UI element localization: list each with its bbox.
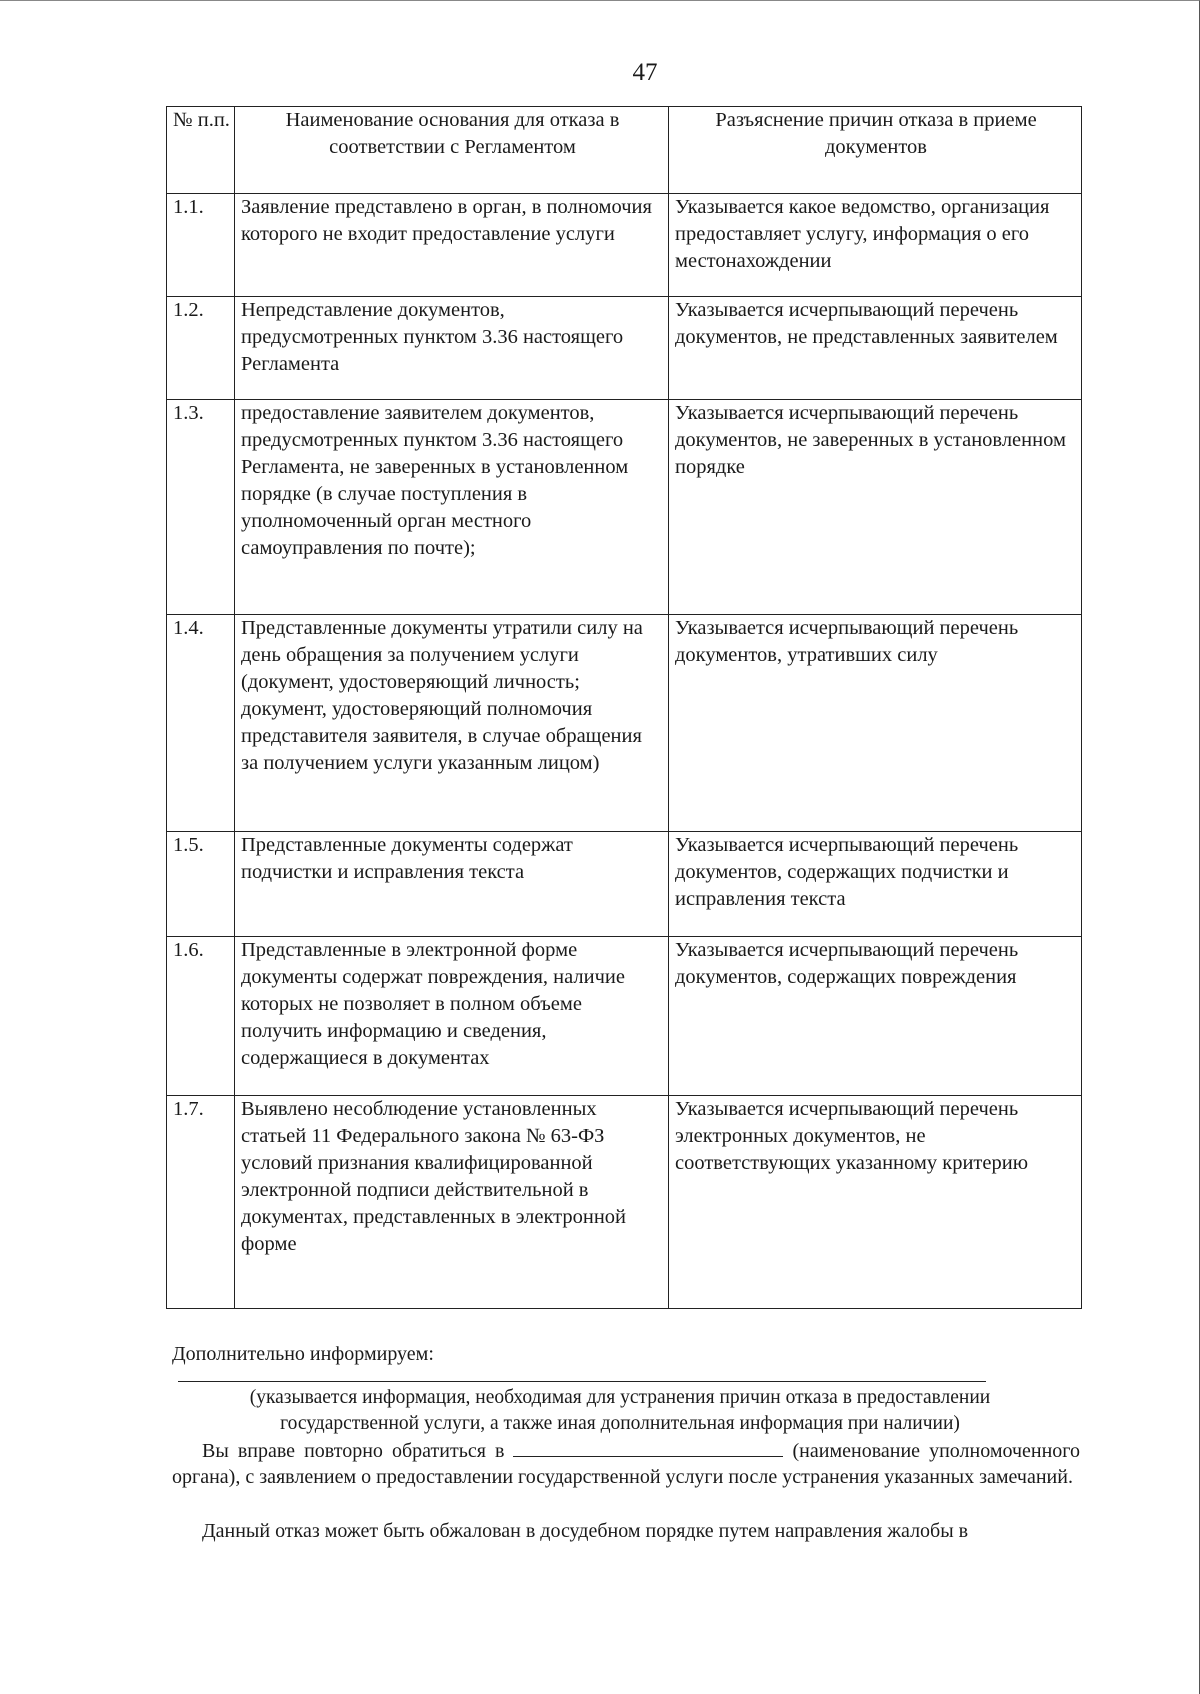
appeal-paragraph: Данный отказ может быть обжалован в досудебном порядке путем направления жалобы в <box>202 1520 969 1542</box>
table-row <box>167 297 1082 400</box>
row-num: 1.1. <box>167 194 235 297</box>
row-explanation: Указывается какое ведомство, организация предоставляет услугу, информация о его местонахождении <box>669 194 1082 297</box>
row-num: 1.6. <box>167 937 235 1096</box>
row-reason-name: Представленные в электронной форме документы содержат повреждения, наличие которых не позволяет в полном объеме получить информацию и сведения, содержащиеся в документах <box>235 937 669 1096</box>
row-num: 1.4. <box>167 615 235 832</box>
row-num: 1.5. <box>167 832 235 937</box>
reapply-text-end: (наименование уполномоченного органа), с заявлением о предоставлении государственной услуги после устранения указанных замечаний. <box>172 1440 1081 1488</box>
row-explanation: Указывается исчерпывающий перечень документов, утративших силу <box>669 615 1082 832</box>
table-row <box>167 832 1082 937</box>
row-num: 1.3. <box>167 400 235 615</box>
row-reason-name: предоставление заявителем документов, предусмотренных пунктом 3.36 настоящего Регламента, не заверенных в установленном порядке (в случае поступления в уполномоченный орган местного самоуправления по почте); <box>235 400 669 615</box>
table-row <box>167 615 1082 832</box>
table-row <box>167 937 1082 1096</box>
row-explanation: Указывается исчерпывающий перечень документов, не заверенных в установленном порядке <box>669 400 1082 615</box>
refusal-reasons-table <box>166 106 1082 1309</box>
row-reason-name: Представленные документы содержат подчистки и исправления текста <box>235 832 669 937</box>
additional-info-blank-line <box>178 1381 986 1382</box>
row-explanation: Указывается исчерпывающий перечень электронных документов, не соответствующих указанному критерию <box>669 1096 1082 1309</box>
row-reason-name: Представленные документы утратили силу на день обращения за получением услуги (документ, удостоверяющий личность; документ, удостоверяющий полномочия представителя заявителя, в случае обращения за получением услуги указанным лицом) <box>235 615 669 832</box>
table-row <box>167 194 1082 297</box>
table-row <box>167 400 1082 615</box>
table-header-row <box>167 107 1082 194</box>
row-num: 1.2. <box>167 297 235 400</box>
header-reason-name: Наименование основания для отказа в соответствии с Регламентом <box>235 107 669 194</box>
reapply-paragraph <box>172 1438 1080 1490</box>
reapply-text-start: Вы вправе повторно обратиться в <box>202 1440 505 1462</box>
row-explanation: Указывается исчерпывающий перечень документов, содержащих подчистки и исправления текста <box>669 832 1082 937</box>
additional-info-note: (указывается информация, необходимая для устранения причин отказа в предоставлении государственной услуги, а также иная дополнительная информация при наличии) <box>249 1387 991 1434</box>
header-explanation: Разъяснение причин отказа в приеме документов <box>669 107 1082 194</box>
row-explanation: Указывается исчерпывающий перечень документов, не представленных заявителем <box>669 297 1082 400</box>
row-num: 1.7. <box>167 1096 235 1309</box>
row-explanation: Указывается исчерпывающий перечень документов, содержащих повреждения <box>669 937 1082 1096</box>
authority-name-blank <box>513 1438 783 1457</box>
additional-info-label: Дополнительно информируем: <box>172 1343 434 1365</box>
page-number: 47 <box>632 59 658 86</box>
table-row <box>167 1096 1082 1309</box>
row-reason-name: Непредставление документов, предусмотренных пунктом 3.36 настоящего Регламента <box>235 297 669 400</box>
row-reason-name: Выявлено несоблюдение установленных статьей 11 Федерального закона № 63-ФЗ условий признания квалифицированной электронной подписи действительной в документах, представленных в электронной форме <box>235 1096 669 1309</box>
header-num: № п.п. <box>167 107 235 194</box>
row-reason-name: Заявление представлено в орган, в полномочия которого не входит предоставление услуги <box>235 194 669 297</box>
